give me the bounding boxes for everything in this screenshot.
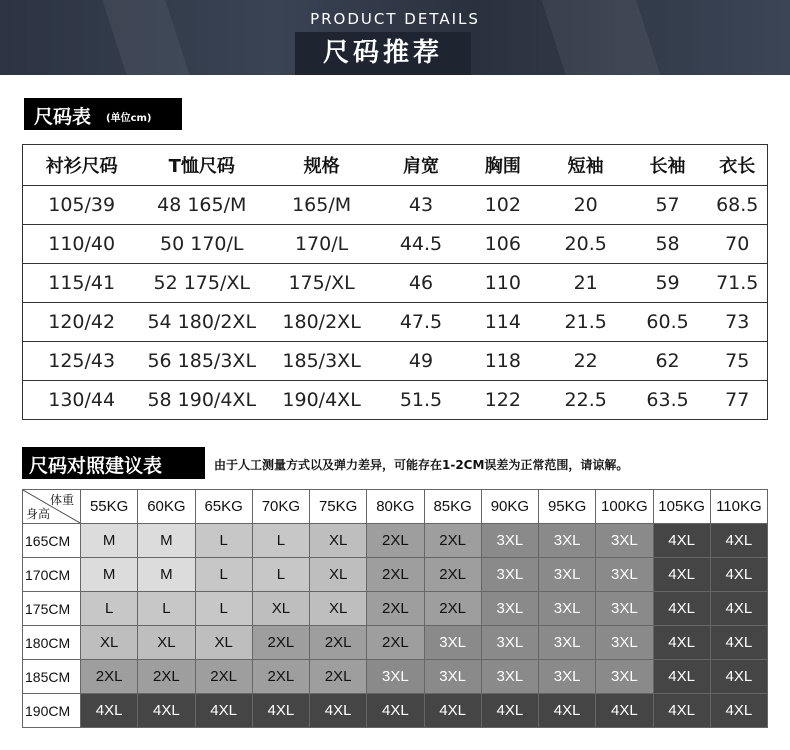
size-chart-table	[22, 144, 768, 420]
size-chart-cell: 22.5	[564, 389, 607, 411]
size-recommendation-cell: 4XL	[195, 694, 252, 728]
size-chart-cell: 73	[725, 311, 750, 333]
size-recommendation-cell: 2XL	[424, 558, 481, 592]
size-recommendation-cell: 2XL	[81, 660, 138, 694]
table-row	[23, 186, 768, 225]
recommendation-body	[23, 524, 768, 728]
size-chart-cell: 56 185/3XL	[147, 350, 257, 372]
size-recommendation-cell: XL	[310, 592, 367, 626]
size-recommendation-cell: 4XL	[710, 592, 767, 626]
size-recommendation-cell: 2XL	[424, 524, 481, 558]
size-chart-cell: 48 165/M	[157, 194, 247, 216]
size-recommendation-cell: 2XL	[310, 626, 367, 660]
size-chart-cell: 62	[655, 350, 680, 372]
table-row	[23, 381, 768, 420]
size-recommendation-cell: 3XL	[596, 558, 653, 592]
weight-header: 80KG	[367, 490, 424, 524]
size-recommendation-cell: 4XL	[653, 592, 710, 626]
size-recommendation-cell: 3XL	[596, 592, 653, 626]
corner-weight-label: 体重	[49, 493, 74, 507]
size-recommendation-cell: 4XL	[653, 558, 710, 592]
height-row-header: 190CM	[23, 694, 81, 728]
size-chart-cell: 20.5	[564, 233, 607, 255]
size-chart-cell: 59	[655, 272, 680, 294]
size-recommendation-cell: 3XL	[481, 660, 538, 694]
table-row	[23, 592, 768, 626]
size-chart-header-row	[23, 145, 768, 186]
table-row	[23, 558, 768, 592]
size-chart-cell: 21	[573, 272, 598, 294]
size-chart-cell: 20	[573, 194, 598, 216]
size-recommendation-cell: 2XL	[367, 626, 424, 660]
size-recommendation-cell: 3XL	[596, 524, 653, 558]
size-recommendation-cell: 4XL	[710, 660, 767, 694]
size-chart-unit: (单位cm)	[106, 113, 152, 124]
size-chart-cell: 190/4XL	[282, 389, 361, 411]
size-chart-cell: 130/44	[48, 389, 116, 411]
size-recommendation-cell: 3XL	[481, 558, 538, 592]
size-chart-column-header: 胸围	[484, 156, 521, 177]
header-subtitle: PRODUCT DETAILS	[310, 10, 480, 28]
size-recommendation-cell: XL	[252, 592, 309, 626]
size-recommendation-cell: XL	[310, 558, 367, 592]
recommendation-table	[22, 489, 768, 728]
size-recommendation-cell: 3XL	[596, 626, 653, 660]
size-recommendation-cell: M	[138, 524, 195, 558]
table-row	[23, 694, 768, 728]
size-recommendation-cell: 4XL	[424, 694, 481, 728]
header-banner	[0, 0, 790, 75]
size-chart-label	[24, 98, 182, 130]
weight-header: 60KG	[138, 490, 195, 524]
size-recommendation-cell: 3XL	[367, 660, 424, 694]
size-chart-cell: 22	[573, 350, 598, 372]
height-row-header: 185CM	[23, 660, 81, 694]
size-recommendation-cell: L	[252, 558, 309, 592]
weight-header: 70KG	[252, 490, 309, 524]
size-recommendation-cell: 2XL	[252, 626, 309, 660]
size-chart-cell: 106	[484, 233, 521, 255]
size-chart-column-header: 短袖	[567, 156, 604, 177]
size-recommendation-cell: M	[81, 524, 138, 558]
size-recommendation-cell: 2XL	[195, 660, 252, 694]
size-chart-cell: 43	[408, 194, 434, 216]
size-recommendation-cell: 4XL	[710, 626, 767, 660]
size-recommendation-cell: 2XL	[367, 524, 424, 558]
size-recommendation-cell: XL	[81, 626, 138, 660]
size-recommendation-cell: 3XL	[424, 626, 481, 660]
table-row	[23, 524, 768, 558]
size-recommendation-cell: M	[81, 558, 138, 592]
size-recommendation-cell: 4XL	[710, 524, 767, 558]
size-recommendation-cell: L	[195, 524, 252, 558]
recommendation-title: 尺码对照建议表	[29, 455, 163, 477]
size-recommendation-cell: 3XL	[596, 660, 653, 694]
size-chart-cell: 71.5	[716, 272, 759, 294]
size-recommendation-cell: L	[138, 592, 195, 626]
size-recommendation-cell: 4XL	[481, 694, 538, 728]
size-recommendation-cell: 4XL	[710, 694, 767, 728]
size-recommendation-cell: 4XL	[653, 660, 710, 694]
size-chart-cell: 115/41	[48, 272, 116, 294]
size-chart-cell: 70	[725, 233, 750, 255]
size-chart-cell: 114	[484, 311, 521, 333]
size-chart-cell: 46	[408, 272, 434, 294]
size-chart-cell: 110/40	[48, 233, 116, 255]
size-recommendation-cell: 4XL	[653, 524, 710, 558]
table-row	[23, 626, 768, 660]
size-chart-cell: 63.5	[646, 389, 689, 411]
recommendation-label	[22, 447, 205, 479]
weight-header: 85KG	[424, 490, 481, 524]
size-chart-cell: 175/XL	[288, 272, 355, 294]
corner-height-label: 身高	[26, 507, 51, 521]
size-recommendation-cell: 3XL	[424, 660, 481, 694]
size-chart-cell: 77	[725, 389, 750, 411]
size-recommendation-cell: 2XL	[367, 558, 424, 592]
size-chart-cell: 21.5	[564, 311, 607, 333]
size-chart-cell: 44.5	[399, 233, 443, 255]
size-recommendation-cell: 3XL	[481, 524, 538, 558]
size-chart-cell: 51.5	[399, 389, 443, 411]
weight-header: 95KG	[539, 490, 596, 524]
weight-header: 110KG	[710, 490, 767, 524]
size-chart-cell: 47.5	[399, 311, 443, 333]
size-recommendation-cell: 4XL	[252, 694, 309, 728]
size-chart-column-header: 衣长	[719, 156, 756, 177]
height-row-header: 175CM	[23, 592, 81, 626]
size-chart-cell: 57	[655, 194, 680, 216]
table-row	[23, 660, 768, 694]
size-chart-cell: 102	[484, 194, 521, 216]
size-chart-column-header: 肩宽	[402, 156, 439, 177]
size-chart-cell: 49	[408, 350, 434, 372]
size-recommendation-cell: 2XL	[252, 660, 309, 694]
size-recommendation-cell: M	[138, 558, 195, 592]
size-chart-cell: 58 190/4XL	[147, 389, 257, 411]
weight-header: 90KG	[481, 490, 538, 524]
weight-header: 105KG	[653, 490, 710, 524]
size-chart-cell: 68.5	[716, 194, 759, 216]
height-row-header: 170CM	[23, 558, 81, 592]
size-recommendation-cell: L	[195, 558, 252, 592]
size-recommendation-cell: 3XL	[481, 592, 538, 626]
weight-header: 75KG	[310, 490, 367, 524]
size-chart-cell: 54 180/2XL	[147, 311, 257, 333]
height-row-header: 180CM	[23, 626, 81, 660]
weight-header: 55KG	[81, 490, 138, 524]
table-row	[23, 225, 768, 264]
size-recommendation-cell: 2XL	[424, 592, 481, 626]
recommendation-note: 由于人工测量方式以及弹力差异，可能存在1-2CM误差为正常范围，请谅解。	[214, 458, 629, 472]
size-chart-column-header: T恤尺码	[168, 156, 235, 177]
size-recommendation-cell: 4XL	[138, 694, 195, 728]
size-chart-cell: 50 170/L	[160, 233, 244, 255]
size-chart-cell: 120/42	[48, 311, 116, 333]
size-chart-cell: 165/M	[292, 194, 352, 216]
size-recommendation-cell: 3XL	[539, 592, 596, 626]
size-recommendation-cell: 4XL	[596, 694, 653, 728]
size-chart-column-header: 长袖	[649, 156, 686, 177]
table-row	[23, 342, 768, 381]
size-chart-cell: 118	[484, 350, 521, 372]
size-recommendation-cell: 3XL	[539, 660, 596, 694]
table-row	[23, 264, 768, 303]
weight-header: 65KG	[195, 490, 252, 524]
size-recommendation-cell: 4XL	[653, 694, 710, 728]
size-chart-cell: 125/43	[48, 350, 116, 372]
size-chart-body	[23, 186, 768, 420]
size-recommendation-cell: 4XL	[81, 694, 138, 728]
weight-header: 100KG	[596, 490, 653, 524]
size-recommendation-cell: 2XL	[367, 592, 424, 626]
size-chart-title: 尺码表	[34, 106, 92, 128]
size-recommendation-cell: 2XL	[138, 660, 195, 694]
size-recommendation-cell: 4XL	[653, 626, 710, 660]
size-recommendation-cell: 4XL	[367, 694, 424, 728]
size-chart-cell: 170/L	[294, 233, 349, 255]
size-recommendation-cell: L	[195, 592, 252, 626]
size-chart-cell: 105/39	[48, 194, 116, 216]
table-row	[23, 303, 768, 342]
size-recommendation-cell: 4XL	[539, 694, 596, 728]
weight-header-row	[23, 490, 768, 524]
size-recommendation-cell: 3XL	[539, 626, 596, 660]
size-recommendation-cell: L	[252, 524, 309, 558]
size-recommendation-cell: 2XL	[310, 660, 367, 694]
size-recommendation-cell: XL	[195, 626, 252, 660]
size-recommendation-cell: 3XL	[539, 558, 596, 592]
size-recommendation-cell: 3XL	[539, 524, 596, 558]
size-recommendation-cell: XL	[138, 626, 195, 660]
size-recommendation-cell: L	[81, 592, 138, 626]
size-chart-cell: 185/3XL	[282, 350, 361, 372]
size-chart-cell: 58	[655, 233, 680, 255]
size-chart-column-header: 规格	[303, 156, 340, 177]
height-row-header: 165CM	[23, 524, 81, 558]
size-chart-cell: 180/2XL	[282, 311, 361, 333]
size-recommendation-cell: 4XL	[710, 558, 767, 592]
size-chart-cell: 52 175/XL	[153, 272, 250, 294]
size-recommendation-cell: 3XL	[481, 626, 538, 660]
corner-cell	[23, 490, 81, 524]
size-chart-cell: 122	[484, 389, 521, 411]
size-recommendation-cell: XL	[310, 524, 367, 558]
size-chart-column-header: 衬衫尺码	[45, 156, 118, 177]
size-chart-cell: 110	[484, 272, 521, 294]
size-recommendation-cell: 4XL	[310, 694, 367, 728]
size-chart-cell: 60.5	[646, 311, 689, 333]
header-title: 尺码推荐	[295, 32, 471, 75]
size-chart-cell: 75	[725, 350, 750, 372]
